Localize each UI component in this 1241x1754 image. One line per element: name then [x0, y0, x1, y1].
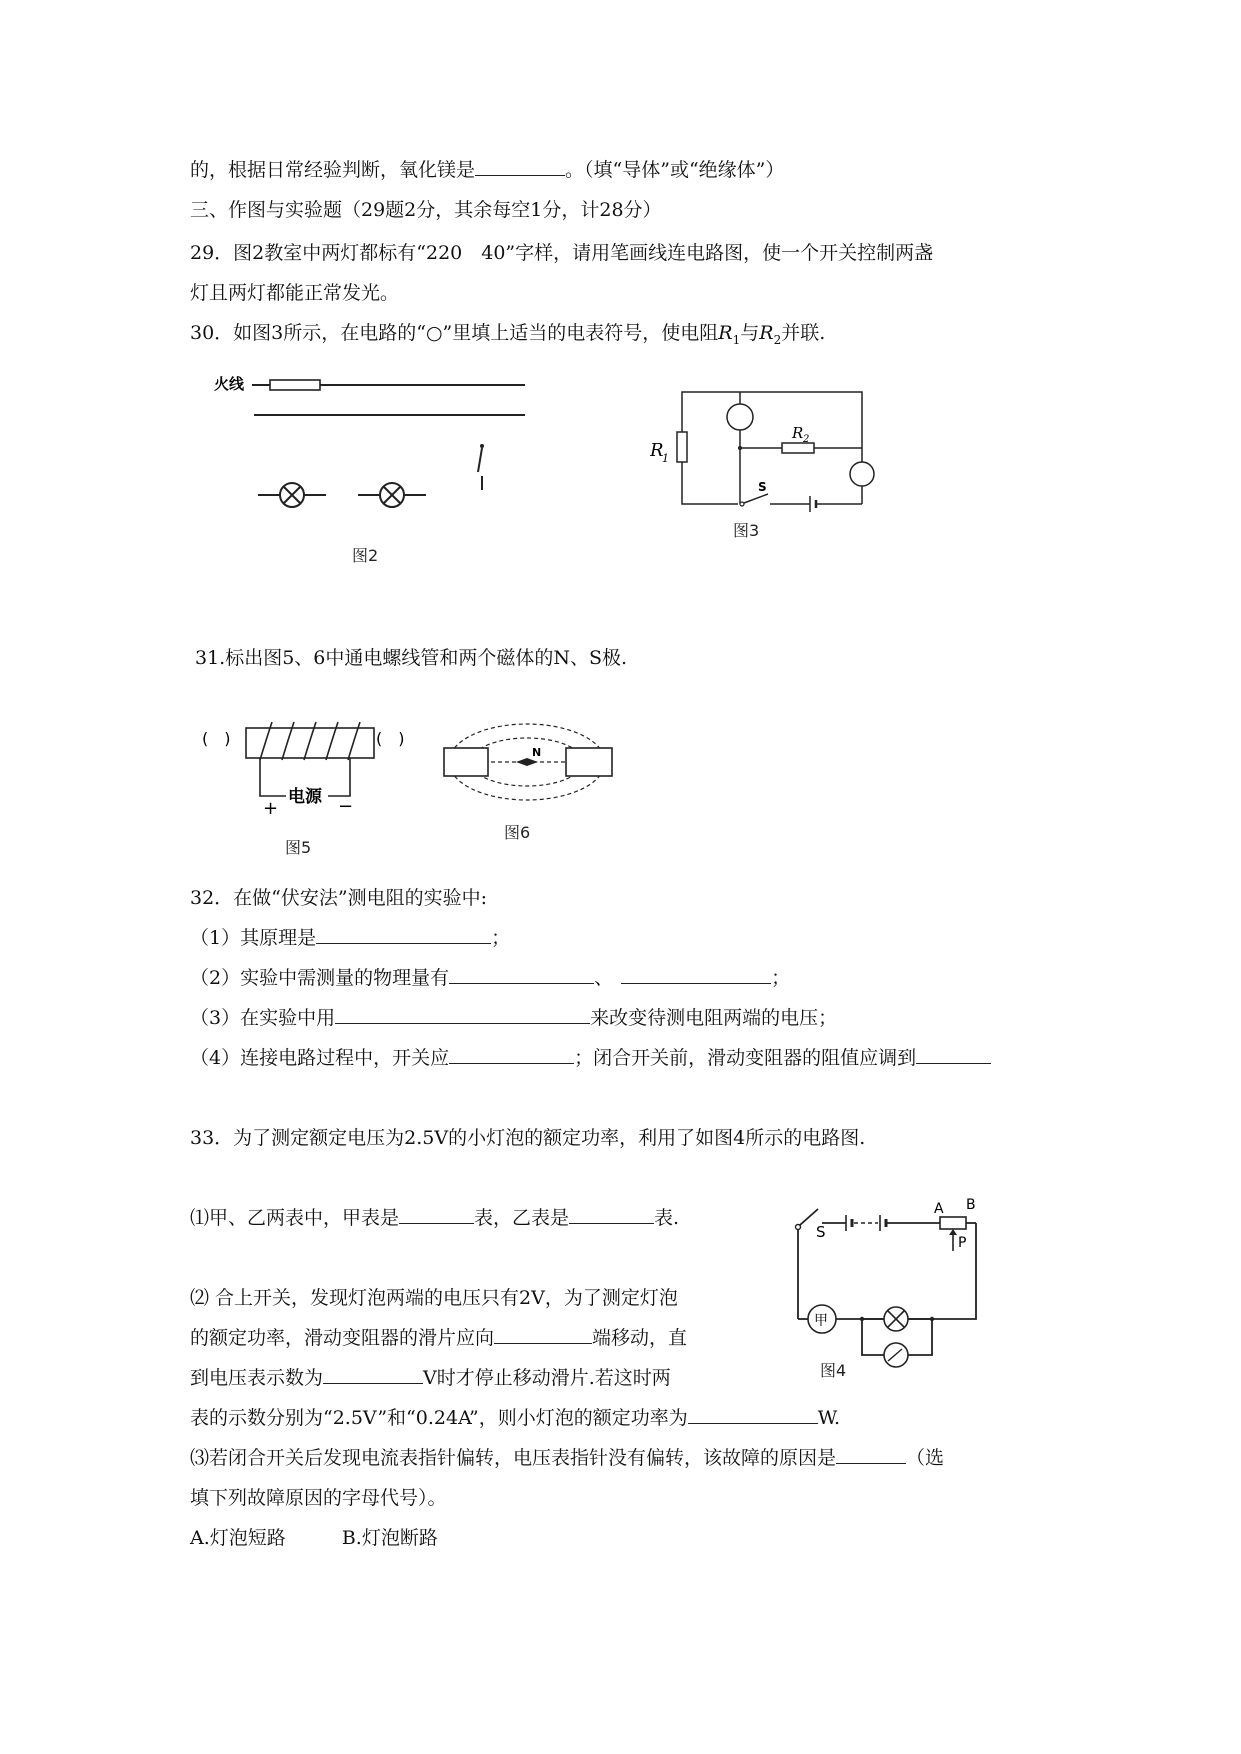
figure-3-caption: 图3: [733, 521, 760, 540]
question-32-4: （4）连接电路过程中，开关应 ；闭合开关前，滑动变阻器的阻值应调到: [190, 1045, 991, 1071]
figure-6-caption: 图6: [504, 823, 531, 842]
lamp-icon: [280, 483, 304, 507]
svg-text:P: P: [958, 1235, 967, 1251]
live-wire-label: 火线: [214, 375, 245, 393]
line-magnesium-oxide: 的，根据日常经验判断，氧化镁是 。（填“导体”或“绝缘体”）: [190, 159, 785, 181]
svg-text:B: B: [966, 1197, 976, 1213]
svg-text:电源: 电源: [288, 787, 322, 807]
svg-text:A: A: [934, 1201, 944, 1217]
svg-text:( ): ( ): [376, 729, 405, 748]
answer-blank[interactable]: [399, 1205, 474, 1224]
switch-s-icon: [744, 494, 768, 503]
answer-blank[interactable]: [323, 1365, 423, 1384]
figure-4-circuit: [770, 1195, 990, 1375]
question-33-2a: ⑵ 合上开关，发现灯泡两端的电压只有2V，为了测定灯泡: [190, 1287, 678, 1309]
figure-6-magnets: [440, 720, 615, 810]
answer-options: [190, 1525, 438, 1551]
answer-blank[interactable]: [916, 1045, 991, 1064]
fuse-icon: [270, 380, 320, 390]
question-31: 31.标出图5、6中通电螺线管和两个磁体的N、S极.: [195, 647, 628, 669]
svg-text:S: S: [816, 1223, 826, 1241]
answer-blank[interactable]: [449, 1045, 574, 1064]
answer-blank[interactable]: [836, 1445, 906, 1464]
question-33-2b: 的额定功率，滑动变阻器的滑片应向 端移动，直: [190, 1327, 688, 1349]
resistor-r1: [677, 432, 687, 462]
answer-blank[interactable]: [316, 925, 491, 944]
answer-blank[interactable]: [335, 1005, 590, 1024]
svg-text:2: 2: [803, 434, 810, 445]
answer-blank[interactable]: [569, 1205, 654, 1224]
question-33-2c: 到电压表示数为 V时才停止移动滑片.若这时两: [190, 1367, 671, 1389]
figure-3-circuit: [650, 380, 890, 550]
svg-text:1: 1: [662, 452, 669, 465]
question-33-3a: ⑶若闭合开关后发现电流表指针偏转，电压表指针没有偏转，该故障的原因是 （选: [190, 1447, 945, 1469]
svg-text:N: N: [532, 746, 542, 759]
voltmeter-icon: [884, 1343, 908, 1367]
figure-2-caption: 图2: [352, 546, 379, 565]
answer-blank[interactable]: [475, 157, 565, 176]
meter-circle-top[interactable]: [727, 404, 753, 430]
question-33: 33．为了测定额定电压为2.5V的小灯泡的额定功率，利用了如图4所示的电路图.: [190, 1127, 866, 1149]
option-b[interactable]: B.灯泡断路: [341, 1527, 438, 1549]
svg-text:R: R: [792, 424, 804, 442]
option-a[interactable]: A.灯泡短路: [190, 1527, 286, 1549]
meter-circle-right[interactable]: [850, 462, 874, 486]
magnet-left: [444, 748, 488, 776]
svg-text:+: +: [263, 798, 279, 819]
battery-icon: [846, 1215, 886, 1231]
question-30: 30．如图3所示，在电路的“○”里填上适当的电表符号，使电阻$R_1$与$R_2$并联.: [190, 322, 826, 347]
question-32-2: （2）实验中需测量的物理量有 、 ；: [190, 967, 791, 989]
svg-text:甲: 甲: [814, 1313, 828, 1329]
figure-5-caption: 图5: [285, 838, 312, 857]
compass-needle-icon: [516, 758, 538, 766]
answer-blank[interactable]: [688, 1405, 818, 1424]
switch-icon[interactable]: [478, 448, 482, 472]
figure-2-circuit: [210, 368, 540, 518]
svg-text:−: −: [338, 796, 354, 817]
figure-4-caption: 图4: [820, 1361, 847, 1380]
question-33-3b: 填下列故障原因的字母代号）。: [190, 1487, 447, 1509]
question-32: 32．在做“伏安法”测电阻的实验中:: [190, 887, 488, 909]
rheostat-icon: [940, 1217, 966, 1229]
answer-blank[interactable]: [449, 965, 594, 984]
question-29-line-2: 灯且两灯都能正常发光。: [190, 282, 400, 304]
lamp-icon: [380, 483, 404, 507]
lamp-icon: [884, 1307, 908, 1331]
section-heading: 三、作图与实验题（29题2分，其余每空1分，计28分）: [190, 199, 662, 221]
svg-text:( ): ( ): [202, 729, 231, 748]
answer-blank[interactable]: [621, 965, 771, 984]
question-32-1: （1）其原理是 ；: [190, 927, 511, 949]
svg-text:R: R: [650, 440, 664, 461]
magnet-right: [566, 748, 612, 776]
svg-text:S: S: [758, 480, 767, 494]
question-32-3: （3）在实验中用 来改变待测电阻两端的电压；: [190, 1007, 838, 1029]
answer-blank[interactable]: [494, 1325, 592, 1344]
question-33-2d: 表的示数分别为“2.5V”和“0.24A”，则小灯泡的额定功率为 W.: [190, 1407, 840, 1429]
figure-5-solenoid: [200, 720, 420, 820]
question-29-line-1: 29．图2教室中两灯都标有“220 40”字样，请用笔画线连电路图，使一个开关控制两盏: [190, 242, 934, 264]
question-33-1: ⑴甲、乙两表中，甲表是 表，乙表是 表.: [190, 1207, 680, 1229]
